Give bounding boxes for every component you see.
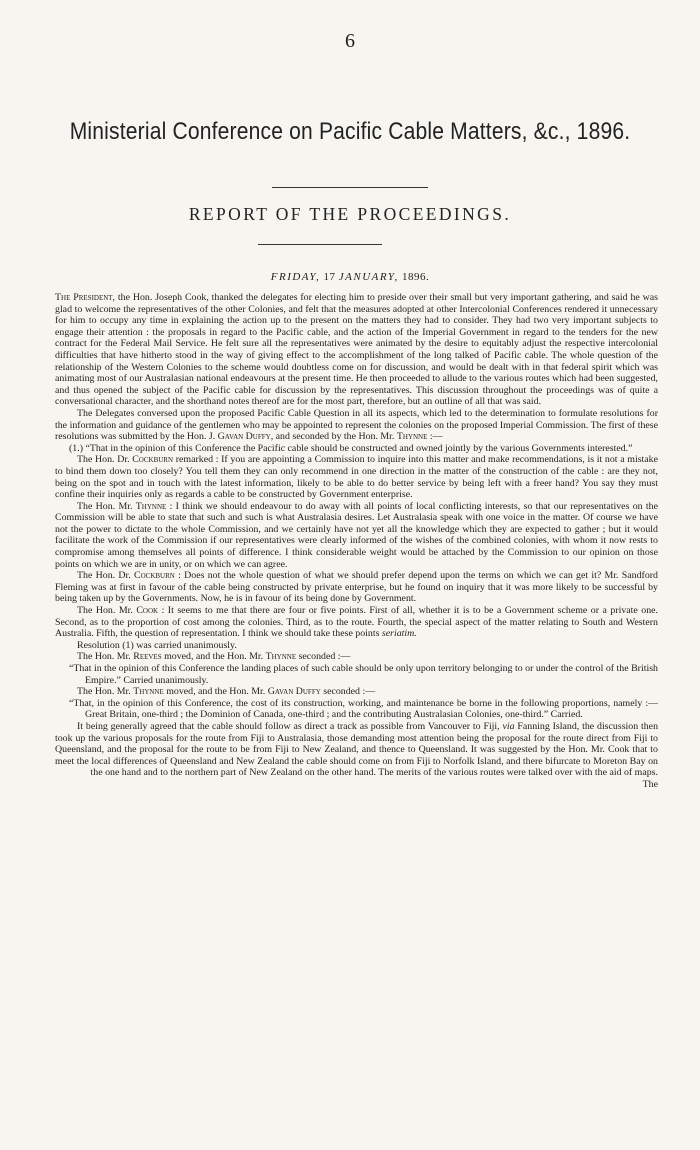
paragraph-president-opening: The President, the Hon. Joseph Cook, thanked the delegates for electing him to preside over their small but very important gathering, and said he was glad to welcome the representatives of the other Colonies, and felt that the measures adopted at other Intercolonial Conferences rendered it unnecessary for him to occupy any time in explaining the action up to the present on the matters they had to consider. They had two very important subjects to engage their attention : the proposals in regard to the Pacific cable, and the action of the Imperial Government in regard to the tenders for the new contract for the Federal Mail Service. He felt sure all the representatives were animated by the desire to equitably adjust the respective intercolonial difficulties that have hitherto stood in the way of giving effect to the accomplishment of the long talked of Pacific cable. The whole question of the relationship of the Western Colonies to the scheme would doubtless come on for discussion, and would be dealt with in that federal spirit which was animating most of our Australasian national endeavours at the present time. He then proceeded to allude to the various routes which had been suggested, and thus opened the subject of the Pacific cable for discussion by the representatives. This discussion throughout the proceedings was of quite a conversational character, and the shorthand notes thereof are for the most part, therefore, but an outline of all that was said. xyxy=(55,292,658,408)
heading-divider-rule xyxy=(258,244,382,245)
title-divider-rule xyxy=(272,187,428,188)
catchword: The xyxy=(642,778,658,790)
paragraph-thynne-moved: The Hon. Mr. Thynne moved, and the Hon. Mr. Gavan Duffy seconded :— xyxy=(77,686,376,698)
paragraph-thynne-remark: The Hon. Mr. Thynne : I think we should endeavour to do away with all points of local conflicting interests, so that our representatives on the Commission will be able to state that such and such is what Australasia desires. Let Australasia speak with one voice in the matter. Of course we have not the power to dictate to the whole Commission, and we certainly have not yet all the knowledge which they are expected to gather ; but it would facilitate the work of the Commission if our representatives were clearly informed of the wishes of the combined colonies, with whom it now rests to compromise among themselves all points of difference. I think considerable weight would be attached by the Commission to our opinion on those points on which we are in unity, or on which we can agree. xyxy=(55,500,658,570)
date-month: JANUARY, xyxy=(338,271,399,283)
paragraph-delegates-conversed: The Delegates conversed upon the proposed Pacific Cable Question in all its aspects, which led to the determination to formulate resolutions for the information and guidance of the gentlemen who may be appointed to represent the colonies on the proposed Imperial Commission. The first of these resolutions was submitted by the Hon. J. Gavan Duffy, and seconded by the Hon. Mr. Thynne :— xyxy=(55,407,658,443)
date-number: 17 xyxy=(320,271,339,283)
paragraph-reeves-moved: The Hon. Mr. Reeves moved, and the Hon. Mr. Thynne seconded :— xyxy=(77,651,351,663)
resolution-1: (1.) “That in the opinion of this Conference the Pacific cable should be constructed and owned jointly by the various Governments interested.” xyxy=(69,442,633,454)
document-title: Ministerial Conference on Pacific Cable Matters, &c., 1896. xyxy=(69,118,631,145)
paragraph-cockburn-second-remark: The Hon. Dr. Cockburn : Does not the whole question of what we should prefer depend upon the terms on which we can get it? Mr. Sandford Fleming was at first in favour of the cable being constructed by private enterprise, but he found on inquiry that it was more likely to be successful by being taken up by the Governments. Now, he is in favour of its being done by Government. xyxy=(55,570,658,605)
paragraph-cockburn-remark: The Hon. Dr. Cockburn remarked : If you are appointing a Commission to inquire into this matter and make recommendations, is it not a mistake to bind them down too closely? You tell them they can only recommend in one direction in the matter of the construction of the cable : are they not, being on the spot and in touch with the latest information, likely to be able to do better service by being left with a freer hand? You say they must confine their inquiries only as regards a cable to be constructed by Government enterprise. xyxy=(55,454,658,501)
report-heading: REPORT OF THE PROCEEDINGS. xyxy=(188,204,512,224)
date-year: 1896. xyxy=(398,271,430,283)
session-date xyxy=(0,271,700,283)
proceedings-body xyxy=(55,292,658,791)
resolution-2: “That in the opinion of this Conference the landing places of such cable should be only upon territory belonging to or under the control of the British Empire.” Carried unanimously. xyxy=(69,663,658,686)
date-day: FRIDAY, xyxy=(270,271,321,283)
page-number: 6 xyxy=(345,30,355,52)
paragraph-resolution-carried: Resolution (1) was carried unanimously. xyxy=(77,639,237,651)
paragraph-cook-remark: The Hon. Mr. Cook : It seems to me that there are four or five points. First of all, whether it is to be a Government scheme or a private one. Second, as to the proportion of cost among the colonies. Third, as to the route. Fourth, the special aspect of the matter relating to South and Western Australia. Fifth, the question of representation. I think we should take these points seriatim. xyxy=(55,605,658,640)
paragraph-route-discussion: It being generally agreed that the cable should follow as direct a track as possible from Vancouver to Fiji, via Fanning Island, the discussion then took up the various proposals for the route from Fiji to Australasia, those demanding most attention being the proposal for the route direct from Fiji to Queensland, and the proposal for the route to be from Fiji to New Zealand, and thence to Queensland. It was suggested by the Hon. Mr. Cook that to meet the local differences of Queensland and New Zealand the cable should come on from Fiji to Norfolk Island, and there bifurcate to Moreton Bay on the one hand and to the northern part of New Zealand on the other hand. The merits of the various routes were talked over with the aid of maps. The xyxy=(55,720,659,790)
resolution-3: “That, in the opinion of this Conference, the cost of its construction, working, and maintenance be borne in the following proportions, namely :—Great Britain, one-third ; the Dominion of Canada, one-third ; and the contributing Australasian Colonies, one-third.” Carried. xyxy=(69,697,658,721)
